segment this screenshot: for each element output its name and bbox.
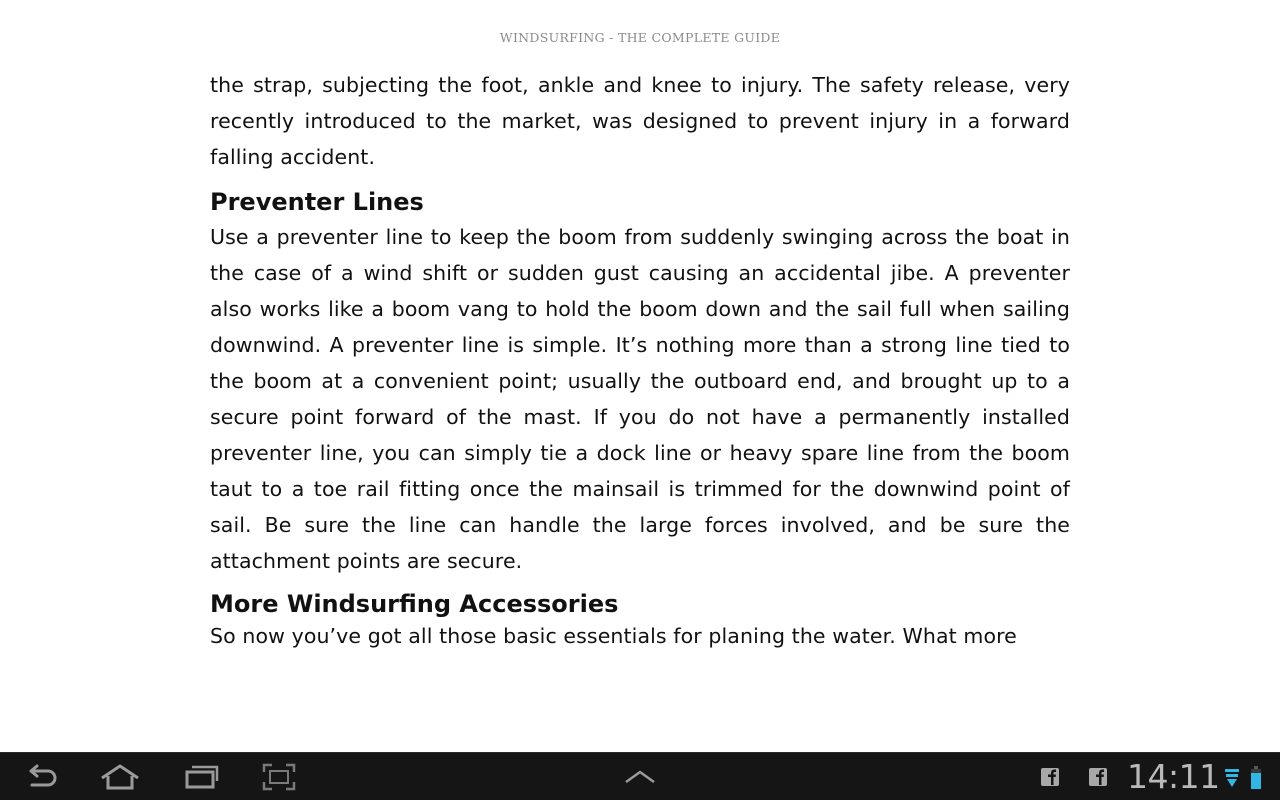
battery-icon: [1250, 766, 1262, 790]
recent-apps-icon: [184, 764, 220, 790]
home-icon: [98, 763, 142, 791]
page-body: [210, 67, 1070, 653]
wifi-icon: [1224, 767, 1240, 789]
back-icon: [24, 763, 60, 791]
screenshot-button[interactable]: [247, 753, 311, 801]
back-button[interactable]: [10, 753, 74, 801]
paragraph-3: So now you’ve got all those basic essentials for planing the water. What more: [210, 624, 1017, 648]
system-bar: [0, 752, 1280, 800]
facebook-notification-icon[interactable]: [1088, 767, 1108, 787]
screenshot-icon: [262, 763, 296, 791]
section-heading-preventer-lines: Preventer Lines: [210, 188, 424, 216]
paragraph-2: Use a preventer line to keep the boom from suddenly swinging across the boat in the case of a wind shift or sudden gust causing an accidental jibe. A preventer also works like a boom vang to hold the boom down and the sail full when sailing downwind. A preventer line is simple. It’s nothing more than a strong line tied to the boom at a convenient point; usually the outboard end, and brought up to a secure point forward of the mast. If you do not have a permanently installed preventer line, you can simply tie a dock line or heavy spare line from the boom taut to a toe rail fitting once the mainsail is trimmed for the downwind point of sail. Be sure the line can handle the large forces involved, and be sure the attachment points are secure.: [210, 225, 1070, 573]
running-header: WINDSURFING - THE COMPLETE GUIDE: [499, 30, 781, 45]
status-clock[interactable]: 14:11: [1127, 757, 1220, 796]
home-button[interactable]: [88, 753, 152, 801]
up-arrow-button[interactable]: [608, 753, 672, 801]
recent-apps-button[interactable]: [170, 753, 234, 801]
facebook-notification-icon[interactable]: [1040, 767, 1060, 787]
section-heading-more-accessories: More Windsurfing Accessories: [210, 590, 619, 618]
up-arrow-icon: [623, 769, 657, 785]
paragraph-1: the strap, subjecting the foot, ankle and knee to injury. The safety release, very recently introduced to the market, was designed to prevent injury in a forward falling accident.: [210, 73, 1070, 169]
